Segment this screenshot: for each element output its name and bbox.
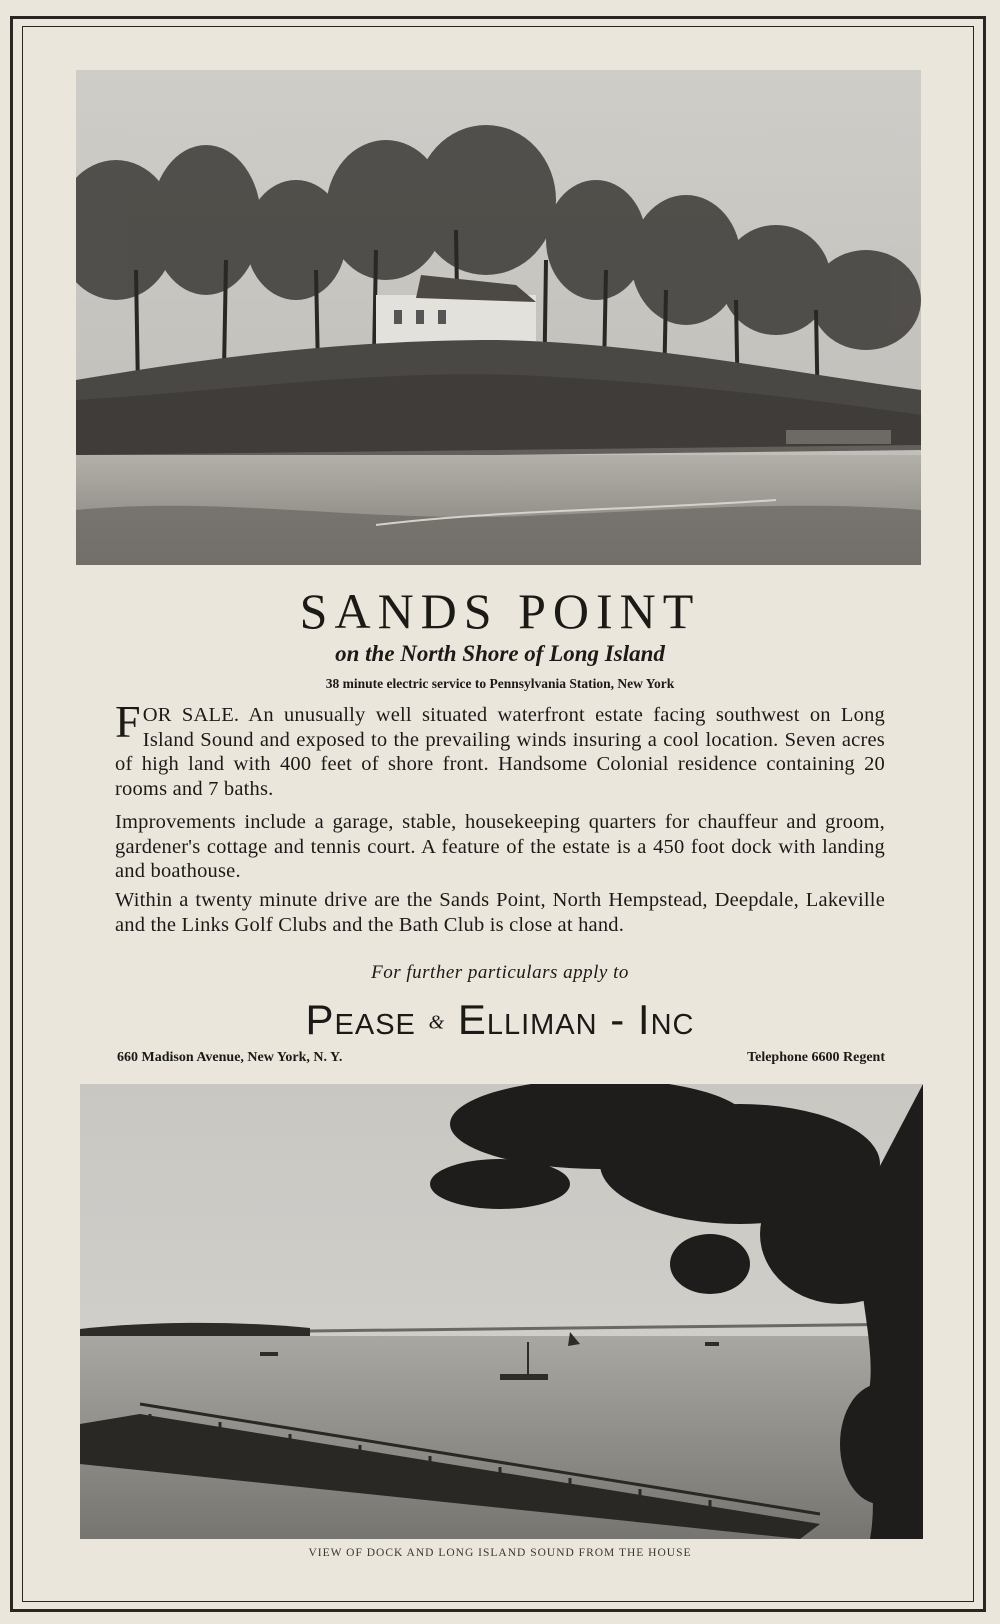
dock-photo	[80, 1084, 923, 1539]
estate-photo	[76, 70, 921, 565]
description-paragraph-1-text: OR SALE. An unusually well situated waterfront estate facing southwest on Long Island Sound and exposed to the prevailing winds insuring a cool location. Seven acres of high land with 400 feet of shore front. Handsome Colonial residence containing 20 rooms and 7 baths.	[115, 704, 885, 800]
headline: SANDS POINT	[299, 583, 701, 639]
firm-name	[0, 996, 1000, 1044]
subheadline: on the North Shore of Long Island	[335, 641, 665, 666]
description-paragraph-1	[115, 696, 885, 801]
photo-caption: VIEW OF DOCK AND LONG ISLAND SOUND FROM THE HOUSE	[308, 1547, 692, 1559]
apply-line: For further particulars apply to	[371, 962, 629, 983]
description-paragraph-3: Within a twenty minute drive are the Sands Point, North Hempstead, Deepdale, Lakeville and the Links Golf Clubs and the Bath Club is close at hand.	[115, 889, 885, 936]
drop-cap: F	[115, 696, 141, 747]
description-paragraph-2: Improvements include a garage, stable, housekeeping quarters for chauffeur and groom, gardener's cottage and tennis court. A feature of the estate is a 450 foot dock with landing and boathouse.	[115, 811, 885, 882]
firm-address: 660 Madison Avenue, New York, N. Y.	[117, 1050, 343, 1065]
firm-name-part-1: Pease	[305, 996, 416, 1043]
firm-telephone: Telephone 6600 Regent	[747, 1050, 885, 1065]
firm-name-part-2: Elliman - Inc	[457, 996, 695, 1043]
firm-ampersand: &	[428, 1011, 446, 1034]
service-line: 38 minute electric service to Pennsylvania Station, New York	[325, 676, 675, 691]
